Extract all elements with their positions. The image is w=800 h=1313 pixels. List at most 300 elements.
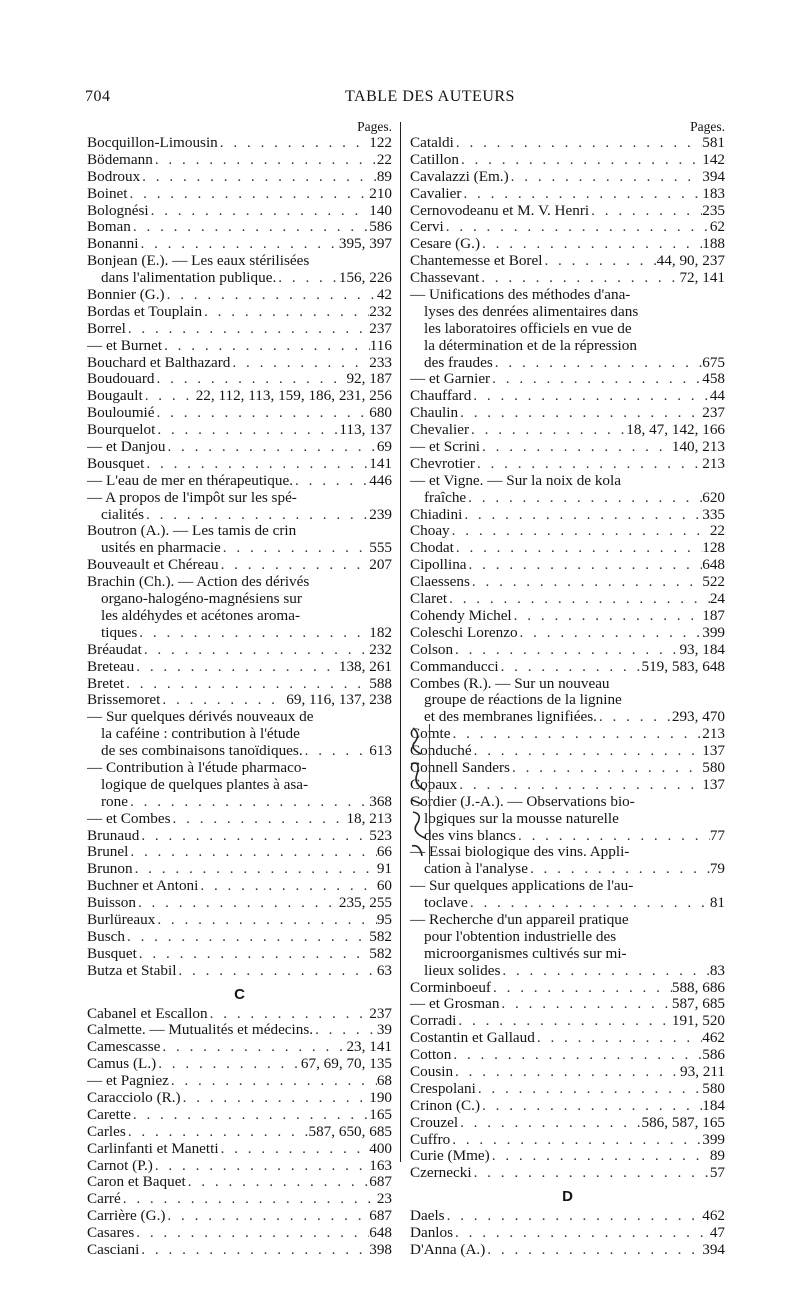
index-entry [410, 625, 725, 642]
dot-leader [451, 1047, 702, 1064]
dot-leader [445, 1208, 703, 1225]
dot-leader [202, 304, 369, 321]
entry-pages: 69, 116, 137, 238 [286, 692, 392, 709]
dot-leader [500, 963, 709, 980]
dot-leader [467, 557, 703, 574]
entry-name: Claret [410, 591, 448, 608]
entry-name: — L'eau de mer en thérapeutique. [87, 472, 293, 489]
right-column [410, 118, 725, 1259]
entry-pages: 47 [709, 1225, 725, 1242]
entry-name: Caron et Baquet [87, 1174, 186, 1191]
entry-name: Crespolani [410, 1080, 476, 1097]
dot-leader [144, 456, 369, 473]
index-entry [410, 422, 725, 439]
index-entry [410, 1013, 725, 1030]
entry-pages: 580 [702, 1080, 725, 1097]
running-title: TABLE DES AUTEURS [345, 88, 515, 105]
dot-leader [155, 371, 347, 388]
entry-continuation-text: tiques [101, 624, 138, 641]
index-entry [87, 456, 392, 473]
dot-leader [469, 422, 626, 439]
handwritten-margin-note [407, 724, 430, 864]
dot-leader [153, 152, 377, 169]
entry-pages: 113, 137 [339, 422, 392, 439]
entry-pages: 190 [369, 1089, 392, 1106]
entry-continuation [410, 709, 725, 726]
entry-pages: 587, 650, 685 [308, 1123, 392, 1140]
index-entry [87, 844, 392, 861]
entry-pages: 57 [709, 1165, 725, 1182]
entry-pages: 462 [702, 1208, 725, 1225]
page-number: 704 [85, 88, 111, 105]
entry-name: Bordas et Touplain [87, 303, 203, 320]
entry-name: — Contribution à l'étude pharmaco- [87, 759, 307, 776]
index-entry [87, 473, 392, 490]
entry-pages: 137 [702, 743, 725, 760]
entry-continuation-text: toclave [424, 895, 468, 912]
entry-name: — A propos de l'impôt sur les spé- [87, 489, 297, 506]
entry-name: Breteau [87, 658, 135, 675]
dot-leader [155, 405, 370, 422]
entry-pages: 586 [702, 1047, 725, 1064]
entry-continuation: les aldéhydes et acétones aroma- [101, 607, 301, 624]
index-entry [410, 557, 725, 574]
index-entry [410, 659, 725, 676]
entry-pages: 523 [369, 827, 392, 844]
entry-pages: 462 [702, 1030, 725, 1047]
entry-pages: 555 [369, 540, 392, 557]
index-entry [87, 304, 392, 321]
index-entry [410, 388, 725, 405]
entry-pages: 335 [702, 506, 725, 523]
dot-leader [454, 135, 702, 152]
entry-pages: 237 [702, 405, 725, 422]
index-entry [87, 338, 392, 355]
index-entry [87, 405, 392, 422]
entry-pages: 77 [709, 827, 725, 844]
entry-name: Conduché [410, 743, 472, 760]
dot-leader [165, 287, 377, 304]
index-entry [410, 794, 725, 811]
entry-continuation [410, 828, 725, 845]
dot-leader [143, 388, 196, 405]
entry-continuation: organo-halogéno-magnésiens sur [101, 591, 302, 608]
index-entry [410, 1047, 725, 1064]
entry-continuation: microorganismes cultivés sur mi- [424, 945, 627, 962]
entry-pages: 137 [702, 776, 725, 793]
entry-pages: 128 [702, 540, 725, 557]
entry-pages: 89 [709, 1148, 725, 1165]
index-entry [87, 1141, 392, 1158]
index-entry [87, 574, 392, 591]
dot-leader [128, 794, 369, 811]
dot-leader [160, 1039, 346, 1056]
entry-continuation [410, 895, 725, 912]
index-entry [410, 1165, 725, 1182]
dot-leader [139, 1242, 369, 1259]
entry-name: Catillon [410, 151, 459, 168]
index-entry [87, 946, 392, 963]
entry-name: — Sur quelques applications de l'au- [410, 878, 634, 895]
dot-leader [516, 828, 710, 845]
entry-name: Boman [87, 219, 131, 236]
entry-name: Cabanel et Escallon [87, 1005, 208, 1022]
entry-name: Cipollina [410, 557, 467, 574]
entry-name: Bödemann [87, 151, 153, 168]
entry-pages: 239 [369, 506, 392, 523]
entry-name: Casares [87, 1225, 135, 1242]
dot-leader [480, 236, 702, 253]
dot-leader [125, 929, 369, 946]
dot-leader [134, 1225, 369, 1242]
entry-list-c-left [87, 1006, 392, 1259]
dot-leader [542, 253, 656, 270]
entry-continuation-text: usités en pharmacie [101, 540, 221, 557]
entry-name: D'Anna (A.) [410, 1242, 486, 1258]
entry-pages: 60 [376, 878, 392, 895]
entry-name: Comte [410, 726, 451, 743]
entry-continuation-text: des fraudes [424, 354, 493, 371]
entry-pages: 582 [369, 928, 392, 945]
index-entry [410, 676, 725, 693]
entry-pages: 400 [369, 1140, 392, 1157]
entry-pages: 648 [369, 1225, 392, 1242]
entry-name: Bougault [87, 388, 143, 405]
entry-name: Brunel [87, 844, 129, 861]
entry-name: Borrel [87, 320, 126, 337]
entry-name: Corminboeuf [410, 979, 491, 996]
dot-leader [176, 963, 376, 980]
entry-name: Camus (L.) [87, 1056, 157, 1073]
index-entry [410, 760, 725, 777]
entry-name: — Essai biologique des vins. Appli- [410, 844, 630, 861]
entry-pages: 519, 583, 648 [641, 658, 725, 675]
entry-name: Bonjean (E.). — Les eaux stérilisées [87, 253, 310, 270]
entry-continuation-text: dans l'alimentation publique. [101, 270, 277, 287]
index-entry [87, 1056, 392, 1073]
entry-pages: 210 [369, 185, 392, 202]
entry-pages: 232 [369, 303, 392, 320]
entry-pages: 395, 397 [338, 236, 392, 253]
entry-name: Burlüreaux [87, 911, 156, 928]
entry-name: Casciani [87, 1242, 140, 1258]
entry-pages: 163 [369, 1157, 392, 1174]
entry-pages: 394 [702, 1242, 725, 1258]
dot-leader [153, 1158, 369, 1175]
entry-continuation-text: cation à l'analyse [424, 861, 528, 878]
dot-leader [139, 828, 369, 845]
index-entry [87, 439, 392, 456]
entry-list-c-right [410, 135, 725, 1182]
dot-leader [458, 405, 702, 422]
entry-pages: 122 [369, 135, 392, 151]
index-entry [87, 1090, 392, 1107]
entry-name: Cavalazzi (Em.) [410, 168, 509, 185]
entry-pages: 18, 213 [346, 810, 392, 827]
dot-leader [456, 1013, 671, 1030]
dot-leader [490, 1148, 710, 1165]
dot-leader [462, 507, 702, 524]
entry-pages: 116 [369, 337, 392, 354]
entry-name: — Recherche d'un appareil pratique [410, 911, 629, 928]
index-entry [410, 186, 725, 203]
entry-pages: 620 [702, 489, 725, 506]
dot-leader [128, 186, 370, 203]
dot-leader [133, 861, 377, 878]
index-entry [87, 828, 392, 845]
index-entry [87, 1124, 392, 1141]
dot-leader [472, 1165, 710, 1182]
dot-leader [219, 557, 370, 574]
entry-pages: 92, 187 [346, 371, 392, 388]
entry-name: Chauffard [410, 388, 472, 405]
entry-pages: 586, 587, 165 [641, 1114, 725, 1131]
index-entry [87, 557, 392, 574]
entry-pages: 67, 69, 70, 135 [300, 1056, 392, 1073]
dot-leader [450, 1132, 702, 1149]
dot-leader [459, 152, 702, 169]
entry-pages: 183 [702, 185, 725, 202]
entry-name: Bréaudat [87, 641, 142, 658]
entry-pages: 368 [369, 793, 392, 810]
index-entry [410, 1242, 725, 1259]
entry-pages: 522 [702, 574, 725, 591]
entry-name: Carles [87, 1123, 126, 1140]
entry-name: Carnot (P.) [87, 1157, 153, 1174]
dot-leader [162, 338, 370, 355]
entry-name: — et Burnet [87, 337, 163, 354]
dot-leader [499, 996, 671, 1013]
dot-leader [165, 439, 376, 456]
dot-leader [518, 625, 703, 642]
entry-continuation: les laboratoires officiels en vue de [424, 320, 632, 337]
entry-pages: 141 [369, 455, 392, 472]
index-entry [87, 169, 392, 186]
entry-name: Chantemesse et Borel [410, 253, 543, 270]
entry-continuation [87, 743, 392, 760]
entry-pages: 687 [369, 1174, 392, 1191]
entry-pages: 213 [702, 726, 725, 743]
index-entry [410, 777, 725, 794]
dot-leader [128, 844, 376, 861]
section-letter-c: C [234, 985, 245, 1003]
entry-name: Colson [410, 641, 454, 658]
index-entry [87, 1225, 392, 1242]
entry-pages: 62 [709, 219, 725, 236]
index-entry [87, 963, 392, 980]
index-entry [410, 135, 725, 152]
entry-pages: 237 [369, 1005, 392, 1022]
entry-continuation [87, 794, 392, 811]
index-entry [87, 811, 392, 828]
index-entry [87, 287, 392, 304]
entry-name: Carré [87, 1191, 121, 1208]
dot-leader [219, 1141, 370, 1158]
entry-continuation: groupe de réactions de la lignine [424, 692, 622, 709]
index-entry [410, 473, 725, 490]
entry-continuation: lyses des denrées alimentaires dans [424, 303, 639, 320]
entry-name: Cordier (J.-A.). — Observations bio- [410, 793, 635, 810]
entry-pages: 142 [702, 151, 725, 168]
dot-leader [454, 540, 702, 557]
entry-name: Caracciolo (R.) [87, 1089, 181, 1106]
entry-continuation [410, 963, 725, 980]
dot-leader [470, 574, 702, 591]
entry-pages: 587, 685 [671, 996, 725, 1013]
index-entry [87, 760, 392, 777]
index-entry [410, 270, 725, 287]
entry-name: Brunon [87, 861, 133, 878]
index-entry [410, 1064, 725, 1081]
entry-pages: 79 [709, 861, 725, 878]
index-entry [410, 912, 725, 929]
entry-pages: 24 [709, 591, 725, 608]
dot-leader [124, 676, 369, 693]
entry-name: Crouzel [410, 1114, 459, 1131]
index-entry [87, 1006, 392, 1023]
entry-pages: 648 [702, 557, 725, 574]
entry-continuation [87, 507, 392, 524]
index-entry [410, 439, 725, 456]
index-entry [410, 878, 725, 895]
dot-leader [491, 980, 672, 997]
dot-leader [458, 1115, 641, 1132]
entry-pages: 22 [376, 151, 392, 168]
dot-leader [165, 1208, 369, 1225]
entry-pages: 398 [369, 1242, 392, 1258]
dot-leader [485, 1242, 702, 1259]
entry-continuation-text: des vins blancs [424, 827, 516, 844]
dot-leader [528, 861, 710, 878]
entry-continuation-text: fraîche [424, 489, 467, 506]
entry-name: — et Combes [87, 810, 171, 827]
index-entry [87, 861, 392, 878]
index-entry [87, 1208, 392, 1225]
entry-pages: 188 [702, 236, 725, 253]
entry-name: Chassevant [410, 270, 480, 287]
entry-name: Cousin [410, 1063, 454, 1080]
index-entry [87, 371, 392, 388]
entry-continuation [410, 490, 725, 507]
dot-leader [472, 743, 703, 760]
index-entry [87, 659, 392, 676]
entry-name: Boinet [87, 185, 128, 202]
dot-leader [457, 777, 702, 794]
entry-name: — Sur quelques dérivés nouveaux de [87, 709, 314, 726]
dot-leader [450, 523, 710, 540]
entry-pages: 83 [709, 962, 725, 979]
index-entry [410, 371, 725, 388]
dot-leader [230, 355, 369, 372]
pages-column-label: Pages. [357, 119, 392, 134]
entry-name: Buchner et Antoni [87, 878, 199, 895]
dot-leader [171, 811, 347, 828]
entry-name: Coleschi Lorenzo [410, 624, 518, 641]
entry-list-b [87, 135, 392, 980]
entry-name: Brachin (Ch.). — Action des dérivés [87, 574, 310, 591]
entry-pages: 399 [702, 624, 725, 641]
index-entry [410, 574, 725, 591]
dot-leader [155, 912, 376, 929]
entry-name: Cotton [410, 1047, 452, 1064]
dot-leader [142, 642, 369, 659]
dot-leader [589, 203, 702, 220]
index-entry [410, 152, 725, 169]
entry-name: Buisson [87, 895, 136, 912]
dot-leader [490, 371, 702, 388]
index-entry [87, 321, 392, 338]
entry-name: Daels [410, 1208, 445, 1225]
dot-leader [126, 321, 369, 338]
dot-leader [303, 743, 370, 760]
entry-pages: 93, 184 [679, 641, 725, 658]
index-entry [410, 203, 725, 220]
index-entry [87, 1073, 392, 1090]
index-entry [410, 743, 725, 760]
entry-name: Boudouard [87, 371, 155, 388]
dot-leader [468, 895, 710, 912]
entry-name: Cavalier [410, 185, 462, 202]
entry-name: Czernecki [410, 1165, 472, 1182]
entry-pages: 69 [376, 439, 392, 456]
entry-name: Curie (Mme) [410, 1148, 490, 1165]
dot-leader [480, 439, 672, 456]
entry-pages: 140 [369, 202, 392, 219]
index-entry [410, 1030, 725, 1047]
entry-name: Danlos [410, 1225, 454, 1242]
column-divider [400, 122, 401, 1162]
entry-name: Busquet [87, 945, 137, 962]
dot-leader [155, 422, 339, 439]
entry-pages: 89 [376, 168, 392, 185]
entry-pages: 237 [369, 320, 392, 337]
running-header [0, 88, 800, 108]
entry-name: Bonnier (G.) [87, 287, 165, 304]
dot-leader [293, 473, 369, 490]
dot-leader [208, 1006, 370, 1023]
dot-leader [181, 1090, 370, 1107]
entry-name: Corradi [410, 1013, 457, 1030]
index-entry [87, 388, 392, 405]
entry-pages: 588, 686 [671, 979, 725, 996]
entry-pages: 23 [376, 1191, 392, 1208]
entry-pages: 233 [369, 354, 392, 371]
dot-leader [131, 219, 369, 236]
entry-pages: 72, 141 [679, 270, 725, 287]
index-entry [410, 540, 725, 557]
dot-leader [169, 1073, 377, 1090]
entry-continuation: la caféine : contribution à l'étude [101, 726, 300, 743]
index-entry [87, 1174, 392, 1191]
dot-leader [597, 709, 672, 726]
dot-leader [535, 1030, 702, 1047]
entry-pages: 235, 255 [338, 895, 392, 912]
entry-continuation: pour l'obtention industrielle des [424, 928, 617, 945]
entry-name: Bolognési [87, 202, 149, 219]
entry-name: Cataldi [410, 135, 454, 151]
entry-pages: 138, 261 [338, 658, 392, 675]
index-entry [87, 709, 392, 726]
entry-name: Cohendy Michel [410, 607, 512, 624]
dot-leader [126, 1124, 309, 1141]
entry-name: Chodat [410, 540, 454, 557]
entry-continuation-text: de ses combinaisons tanoïdiques. [101, 743, 303, 760]
entry-pages: 22 [709, 523, 725, 540]
entry-name: Butza et Stabil [87, 962, 177, 979]
entry-name: Chiadini [410, 506, 463, 523]
index-entry [87, 219, 392, 236]
entry-continuation-text: cialités [101, 506, 145, 523]
